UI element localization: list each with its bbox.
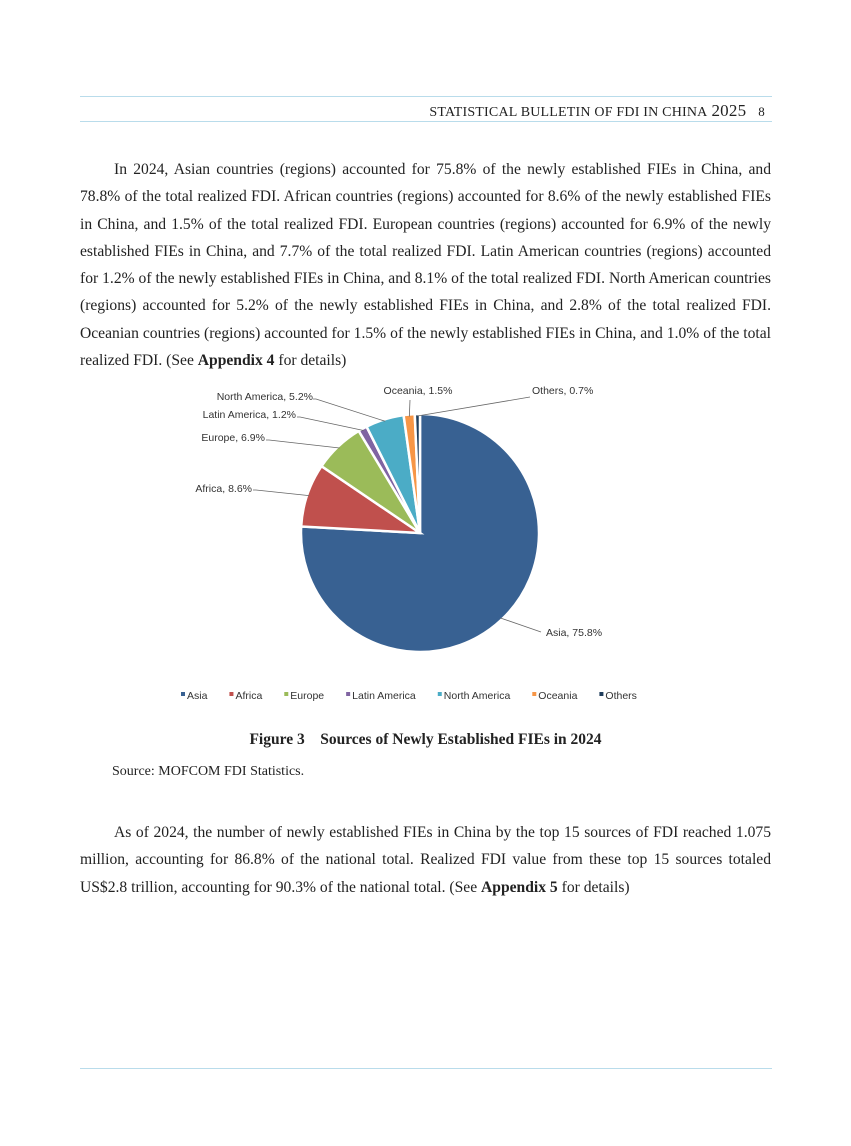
data-label: Africa, 8.6% [195,483,252,495]
legend-item: North America [443,690,511,702]
running-header [429,101,765,121]
legend-swatch [181,692,185,696]
data-label: North America, 5.2% [216,391,313,403]
header-year: 2025 [711,101,747,120]
leader-line [297,417,364,431]
page-number: 8 [758,104,765,119]
legend-item: Latin America [352,690,416,702]
paragraph-top15: As of 2024, the number of newly established FIEs in China by the top 15 sources of FDI reached 1.075 million, accounting for 86.8% of the national total. Realized FDI value from these top 15 sources totaled US$2.8 trillion, accounting for 90.3% of the national total. (See Appendix 5 for details) [80,824,771,896]
header-rule-bottom [80,121,772,122]
paragraph-regions: In 2024, Asian countries (regions) accounted for 75.8% of the newly established FIEs in China, and 78.8% of the total realized FDI. African countries (regions) accounted for 8.6% of the newly established FIEs in China, and 1.5% of the total realized FDI. European countries (regions) accounted for 6.9% of the newly established FIEs in China, and 7.7% of the total realized FDI. Latin American countries (regions) accounted for 1.2% of the newly established FIEs in China, and 8.1% of the total realized FDI. North American countries (regions) accounted for 5.2% of the newly established FIEs in China, and 2.8% of the total realized FDI. Oceanian countries (regions) accounted for 1.5% of the newly established FIEs in China, and 1.0% of the total realized FDI. (See Appendix 4 for details) [80,161,771,370]
leader-line [253,490,309,496]
leader-line [266,440,340,448]
data-label: Oceania, 1.5% [383,385,453,397]
appendix-4-ref: Appendix 4 [197,352,275,370]
legend-swatch [284,692,288,696]
leader-line [500,618,541,632]
leader-line [313,399,385,421]
header-rule-top [80,96,772,97]
data-label: Europe, 6.9% [201,432,265,444]
legend-item: Others [605,690,637,702]
footer-rule [80,1068,772,1069]
appendix-5-ref: Appendix 5 [481,878,558,896]
data-label: Others, 0.7% [532,385,594,397]
header-title: STATISTICAL BULLETIN OF FDI IN CHINA [429,105,708,120]
leader-line [417,397,530,416]
legend-swatch [599,692,603,696]
legend-item: Oceania [538,690,578,702]
legend-swatch [438,692,442,696]
figure-source: Source: MOFCOM FDI Statistics. [112,764,305,779]
data-label: Asia, 75.8% [546,627,603,639]
legend-item: Europe [290,690,325,702]
legend-swatch [229,692,233,696]
figure-caption: Figure 3 Sources of Newly Established FIEs in 2024 [249,731,602,748]
pie-chart [0,375,851,715]
legend-swatch [346,692,350,696]
legend-item: Africa [235,690,263,702]
legend-item: Asia [187,690,208,702]
legend-swatch [532,692,536,696]
data-label: Latin America, 1.2% [202,409,296,421]
